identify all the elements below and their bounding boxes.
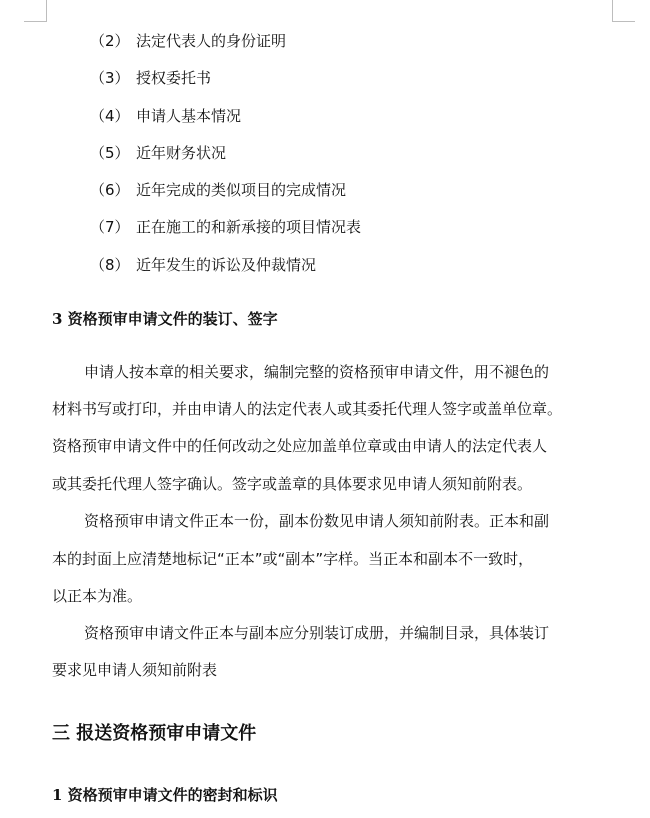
list-item-text: 近年完成的类似项目的完成情况 xyxy=(136,181,347,199)
list-item xyxy=(90,255,316,275)
paragraph-line: 以正本为准。 xyxy=(52,587,143,605)
list-item xyxy=(90,31,286,51)
list-item-text: 申请人基本情况 xyxy=(136,107,242,125)
list-item-text: 近年发生的诉讼及仲裁情况 xyxy=(136,256,317,274)
list-item xyxy=(90,143,226,163)
crop-mark-top-right xyxy=(613,21,635,22)
list-item-text: 授权委托书 xyxy=(136,69,212,87)
list-item xyxy=(90,68,211,88)
list-item-text: 法定代表人的身份证明 xyxy=(136,32,287,50)
paragraph-line: 本的封面上应清楚地标记“正本”或“副本”字样。当正本和副本不一致时， xyxy=(52,550,534,568)
paragraph-line: 资格预审申请文件正本与副本应分别装订成册，并编制目录，具体装订 xyxy=(84,624,550,642)
list-item xyxy=(90,180,346,200)
crop-mark-top-right xyxy=(612,0,613,22)
paragraph-line: 或其委托代理人签字确认。签字或盖章的具体要求见申请人须知前附表。 xyxy=(52,475,533,493)
list-item-number: （3） xyxy=(90,69,130,87)
list-item-number: （6） xyxy=(90,181,130,199)
list-item-number: （2） xyxy=(90,32,130,50)
paragraph-line: 要求见申请人须知前附表 xyxy=(52,661,218,679)
section-heading: 1 资格预审申请文件的密封和标识 xyxy=(52,786,278,804)
list-item-number: （8） xyxy=(90,256,130,274)
list-item xyxy=(90,217,361,237)
paragraph-line: 资格预审申请文件中的任何改动之处应加盖单位章或由申请人的法定代表人 xyxy=(52,437,548,455)
list-item-number: （5） xyxy=(90,144,130,162)
list-item-text: 正在施工的和新承接的项目情况表 xyxy=(136,218,362,236)
paragraph-line: 资格预审申请文件正本一份，副本份数见申请人须知前附表。正本和副 xyxy=(84,512,550,530)
crop-mark-top-left xyxy=(46,0,47,22)
list-item-number: （4） xyxy=(90,107,130,125)
list-item xyxy=(90,106,241,126)
crop-mark-top-left xyxy=(24,21,46,22)
list-item-text: 近年财务状况 xyxy=(136,144,227,162)
section-heading: 3 资格预审申请文件的装订、签字 xyxy=(52,310,278,328)
chapter-heading: 三 报送资格预审申请文件 xyxy=(52,723,257,744)
paragraph-line: 材料书写或打印，并由申请人的法定代表人或其委托代理人签字或盖单位章。 xyxy=(52,400,563,418)
list-item-number: （7） xyxy=(90,218,130,236)
paragraph-line: 申请人按本章的相关要求，编制完整的资格预审申请文件，用不褪色的 xyxy=(84,363,550,381)
